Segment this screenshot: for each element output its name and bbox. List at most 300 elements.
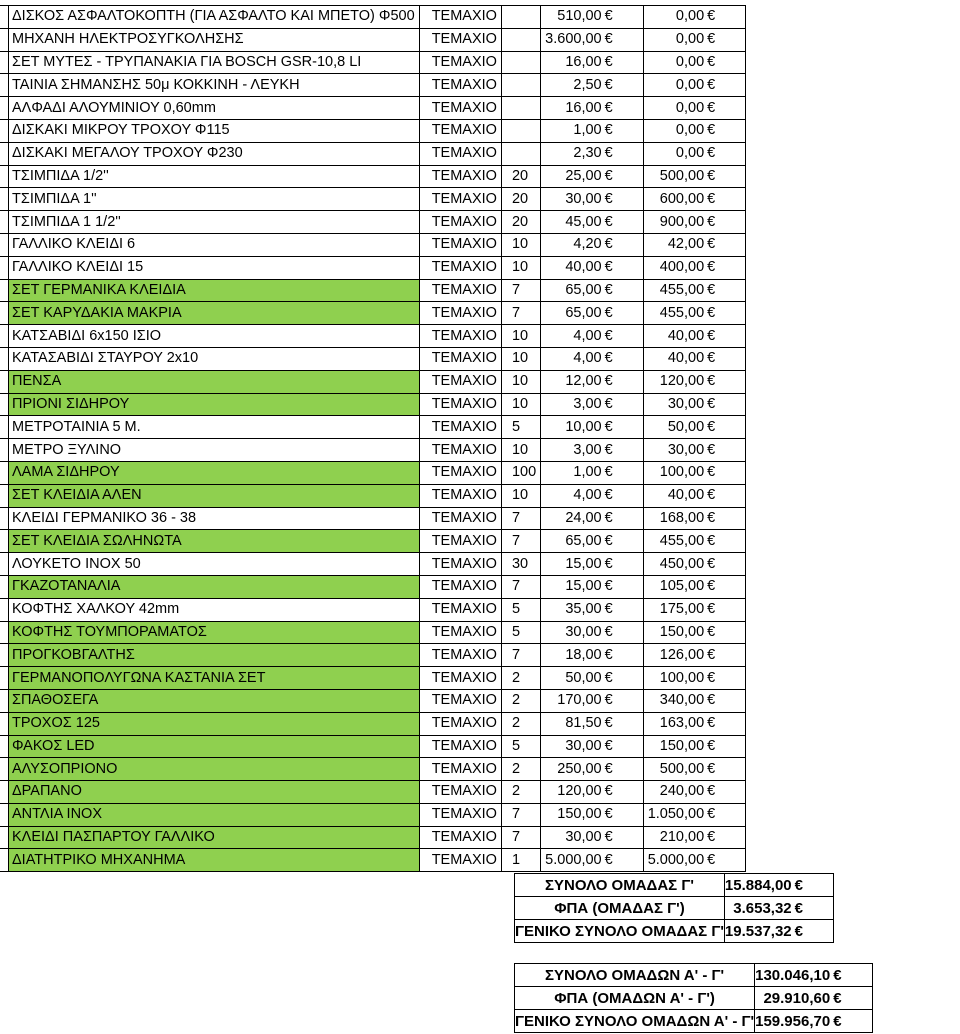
line-total-cell[interactable] [643, 188, 746, 211]
item-name-cell[interactable] [9, 803, 420, 826]
quantity-cell[interactable] [501, 416, 540, 439]
quantity-cell[interactable] [501, 575, 540, 598]
item-name-cell[interactable] [9, 667, 420, 690]
line-total-cell[interactable] [643, 142, 746, 165]
item-name-cell[interactable] [9, 781, 420, 804]
line-total-cell[interactable] [643, 302, 746, 325]
quantity-cell[interactable] [501, 347, 540, 370]
unit-cell[interactable] [419, 803, 501, 826]
item-name-cell[interactable] [9, 51, 420, 74]
row-margin-cell[interactable] [0, 484, 9, 507]
quantity-text: 10 [511, 395, 529, 412]
line-total-cell[interactable] [643, 507, 746, 530]
unit-price-cell[interactable] [541, 803, 644, 826]
unit-cell[interactable] [419, 74, 501, 97]
line-total-cell[interactable] [643, 51, 746, 74]
item-name-cell[interactable] [9, 758, 420, 781]
summary-value-cell[interactable] [724, 897, 833, 920]
unit-price-cell[interactable] [541, 826, 644, 849]
row-margin-cell[interactable] [0, 165, 9, 188]
unit-price-cell[interactable] [541, 370, 644, 393]
row-margin-cell[interactable] [0, 530, 9, 553]
item-name-text: ΣΕΤ ΚΛΕΙΔΙΑ ΑΛΕΝ [12, 487, 142, 504]
unit-price-text: 16,00 [565, 53, 602, 70]
item-name-cell[interactable] [9, 849, 420, 872]
unit-cell[interactable] [419, 302, 501, 325]
quantity-text: 7 [511, 829, 521, 846]
quantity-cell[interactable] [501, 621, 540, 644]
row-margin-cell[interactable] [0, 598, 9, 621]
item-name-cell[interactable] [9, 621, 420, 644]
summary-label[interactable]: ΦΠΑ (ΟΜΑΔΩΝ Α' - Γ') [515, 987, 755, 1010]
unit-cell[interactable] [419, 849, 501, 872]
row-margin-cell[interactable] [0, 416, 9, 439]
quantity-cell[interactable] [501, 370, 540, 393]
summary-value-cell[interactable] [755, 987, 872, 1010]
unit-price-cell[interactable] [541, 644, 644, 667]
line-total-cell[interactable] [643, 439, 746, 462]
row-margin-cell[interactable] [0, 735, 9, 758]
line-total-cell[interactable] [643, 621, 746, 644]
unit-cell[interactable] [419, 256, 501, 279]
quantity-cell[interactable] [501, 74, 540, 97]
unit-cell[interactable] [419, 530, 501, 553]
item-name-cell[interactable] [9, 689, 420, 712]
line-total-cell[interactable] [643, 689, 746, 712]
euro-symbol: € [707, 601, 716, 618]
row-margin-cell[interactable] [0, 689, 9, 712]
quantity-cell[interactable] [501, 256, 540, 279]
line-total-cell[interactable] [643, 370, 746, 393]
unit-cell[interactable] [419, 439, 501, 462]
line-total-cell[interactable] [643, 325, 746, 348]
row-margin-cell[interactable] [0, 142, 9, 165]
euro-symbol: € [604, 623, 613, 640]
item-name-cell[interactable] [9, 461, 420, 484]
unit-cell[interactable] [419, 211, 501, 234]
line-total-cell[interactable] [643, 416, 746, 439]
unit-text: ΤΕΜΑΧΙΟ [431, 464, 497, 481]
item-name-cell[interactable] [9, 6, 420, 29]
unit-cell[interactable] [419, 97, 501, 120]
row-margin-cell[interactable] [0, 28, 9, 51]
euro-symbol: € [833, 1012, 842, 1030]
row-margin-cell[interactable] [0, 233, 9, 256]
row-margin-cell[interactable] [0, 393, 9, 416]
quantity-cell[interactable] [501, 393, 540, 416]
line-total-cell[interactable] [643, 781, 746, 804]
unit-cell[interactable] [419, 781, 501, 804]
row-margin-cell[interactable] [0, 188, 9, 211]
item-name-cell[interactable] [9, 347, 420, 370]
euro-symbol: € [707, 464, 716, 481]
unit-price-cell[interactable] [541, 165, 644, 188]
quantity-cell[interactable] [501, 735, 540, 758]
line-total-cell[interactable] [643, 667, 746, 690]
item-name-cell[interactable] [9, 211, 420, 234]
row-margin-cell[interactable] [0, 256, 9, 279]
summary-value-cell[interactable] [755, 964, 872, 987]
quantity-cell[interactable] [501, 142, 540, 165]
item-name-cell[interactable] [9, 553, 420, 576]
line-total-cell[interactable] [643, 211, 746, 234]
item-name-text: ΓΑΛΛΙΚΟ ΚΛΕΙΔΙ 15 [12, 259, 144, 276]
item-name-text: ΚΟΦΤΗΣ ΤΟΥΜΠΟΡΑΜΑΤΟΣ [12, 623, 207, 640]
euro-symbol: € [707, 99, 716, 116]
unit-cell[interactable] [419, 507, 501, 530]
unit-price-cell[interactable] [541, 598, 644, 621]
unit-price-cell[interactable] [541, 553, 644, 576]
item-name-cell[interactable] [9, 598, 420, 621]
unit-price-cell[interactable] [541, 621, 644, 644]
item-name-cell[interactable] [9, 256, 420, 279]
item-name-cell[interactable] [9, 370, 420, 393]
unit-cell[interactable] [419, 735, 501, 758]
line-total-cell[interactable] [643, 758, 746, 781]
quantity-cell[interactable] [501, 119, 540, 142]
overall-summary-table [514, 963, 873, 1033]
line-total-cell[interactable] [643, 279, 746, 302]
line-total-cell[interactable] [643, 6, 746, 29]
unit-price-cell[interactable] [541, 393, 644, 416]
row-margin-cell[interactable] [0, 781, 9, 804]
line-total-cell[interactable] [643, 803, 746, 826]
row-margin-cell[interactable] [0, 325, 9, 348]
item-name-cell[interactable] [9, 233, 420, 256]
item-name-cell[interactable] [9, 393, 420, 416]
quantity-cell[interactable] [501, 507, 540, 530]
row-margin-cell[interactable] [0, 461, 9, 484]
line-total-cell[interactable] [643, 74, 746, 97]
unit-price-cell[interactable] [541, 484, 644, 507]
unit-price-cell[interactable] [541, 6, 644, 29]
item-name-cell[interactable] [9, 416, 420, 439]
line-total-cell[interactable] [643, 484, 746, 507]
unit-cell[interactable] [419, 598, 501, 621]
table-row [0, 826, 746, 849]
row-margin-cell[interactable] [0, 621, 9, 644]
line-total-text: 163,00 [659, 715, 705, 732]
table-row [0, 644, 746, 667]
unit-cell[interactable] [419, 553, 501, 576]
line-total-cell[interactable] [643, 256, 746, 279]
row-margin-cell[interactable] [0, 644, 9, 667]
row-margin-cell[interactable] [0, 849, 9, 872]
row-margin-cell[interactable] [0, 119, 9, 142]
quantity-cell[interactable] [501, 302, 540, 325]
unit-price-text: 250,00 [557, 760, 602, 777]
line-total-cell[interactable] [643, 712, 746, 735]
row-margin-cell[interactable] [0, 51, 9, 74]
unit-cell[interactable] [419, 370, 501, 393]
unit-price-text: 24,00 [565, 509, 602, 526]
euro-symbol: € [707, 851, 716, 868]
item-name-cell[interactable] [9, 279, 420, 302]
unit-cell[interactable] [419, 347, 501, 370]
unit-price-text: 16,00 [565, 99, 602, 116]
row-margin-cell[interactable] [0, 347, 9, 370]
item-name-cell[interactable] [9, 165, 420, 188]
row-margin-cell[interactable] [0, 74, 9, 97]
quantity-cell[interactable] [501, 233, 540, 256]
unit-price-cell[interactable] [541, 51, 644, 74]
euro-symbol: € [707, 715, 716, 732]
unit-cell[interactable] [419, 712, 501, 735]
item-name-cell[interactable] [9, 644, 420, 667]
unit-price-cell[interactable] [541, 256, 644, 279]
quantity-cell[interactable] [501, 781, 540, 804]
table-row [0, 325, 746, 348]
unit-price-cell[interactable] [541, 97, 644, 120]
quantity-cell[interactable] [501, 598, 540, 621]
line-total-text: 0,00 [675, 31, 705, 48]
unit-text: ΤΕΜΑΧΙΟ [431, 760, 497, 777]
line-total-cell[interactable] [643, 826, 746, 849]
line-total-cell[interactable] [643, 598, 746, 621]
quantity-cell[interactable] [501, 188, 540, 211]
row-margin-cell[interactable] [0, 6, 9, 29]
unit-cell[interactable] [419, 689, 501, 712]
unit-price-cell[interactable] [541, 530, 644, 553]
row-margin-cell[interactable] [0, 507, 9, 530]
quantity-cell[interactable] [501, 165, 540, 188]
unit-cell[interactable] [419, 758, 501, 781]
item-name-cell[interactable] [9, 302, 420, 325]
unit-text: ΤΕΜΑΧΙΟ [431, 851, 497, 868]
euro-symbol: € [707, 578, 716, 595]
quantity-cell[interactable] [501, 325, 540, 348]
item-name-cell[interactable] [9, 28, 420, 51]
row-margin-cell[interactable] [0, 575, 9, 598]
line-total-cell[interactable] [643, 97, 746, 120]
table-row [0, 735, 746, 758]
quantity-cell[interactable] [501, 484, 540, 507]
item-name-cell[interactable] [9, 826, 420, 849]
unit-cell[interactable] [419, 621, 501, 644]
line-total-text: 175,00 [659, 601, 705, 618]
line-total-cell[interactable] [643, 119, 746, 142]
quantity-cell[interactable] [501, 553, 540, 576]
unit-cell[interactable] [419, 484, 501, 507]
quantity-cell[interactable] [501, 849, 540, 872]
row-margin-cell[interactable] [0, 758, 9, 781]
unit-cell[interactable] [419, 461, 501, 484]
table-row [0, 211, 746, 234]
unit-price-text: 15,00 [565, 555, 602, 572]
line-total-cell[interactable] [643, 165, 746, 188]
item-name-cell[interactable] [9, 74, 420, 97]
euro-symbol: € [707, 350, 716, 367]
table-row [0, 575, 746, 598]
summary-label[interactable]: ΣΥΝΟΛΟ ΟΜΑΔΩΝ Α' - Γ' [515, 964, 755, 987]
row-margin-cell[interactable] [0, 803, 9, 826]
quantity-cell[interactable] [501, 644, 540, 667]
unit-price-cell[interactable] [541, 119, 644, 142]
quantity-cell[interactable] [501, 51, 540, 74]
item-name-cell[interactable] [9, 119, 420, 142]
item-name-cell[interactable] [9, 530, 420, 553]
unit-cell[interactable] [419, 644, 501, 667]
quantity-cell[interactable] [501, 758, 540, 781]
euro-symbol: € [707, 760, 716, 777]
unit-cell[interactable] [419, 119, 501, 142]
line-total-cell[interactable] [643, 393, 746, 416]
unit-price-cell[interactable] [541, 188, 644, 211]
euro-symbol: € [604, 236, 613, 253]
unit-price-cell[interactable] [541, 279, 644, 302]
quantity-cell[interactable] [501, 689, 540, 712]
quantity-cell[interactable] [501, 97, 540, 120]
unit-price-cell[interactable] [541, 211, 644, 234]
table-row [0, 302, 746, 325]
table-row [0, 233, 746, 256]
group-summary-table [514, 873, 834, 943]
item-name-cell[interactable] [9, 188, 420, 211]
euro-symbol: € [794, 899, 803, 917]
line-total-cell[interactable] [643, 553, 746, 576]
unit-price-cell[interactable] [541, 712, 644, 735]
unit-price-cell[interactable] [541, 849, 644, 872]
quantity-cell[interactable] [501, 6, 540, 29]
row-margin-cell[interactable] [0, 712, 9, 735]
unit-cell[interactable] [419, 6, 501, 29]
unit-text: ΤΕΜΑΧΙΟ [431, 281, 497, 298]
item-name-cell[interactable] [9, 325, 420, 348]
summary-value-cell[interactable] [724, 920, 833, 943]
line-total-cell[interactable] [643, 347, 746, 370]
line-total-text: 0,00 [675, 99, 705, 116]
unit-cell[interactable] [419, 165, 501, 188]
item-name-cell[interactable] [9, 507, 420, 530]
unit-price-cell[interactable] [541, 302, 644, 325]
unit-text: ΤΕΜΑΧΙΟ [431, 578, 497, 595]
summary-label[interactable]: ΓΕΝΙΚΟ ΣΥΝΟΛΟ ΟΜΑΔΑΣ Γ' [515, 920, 725, 943]
unit-price-cell[interactable] [541, 507, 644, 530]
unit-cell[interactable] [419, 28, 501, 51]
unit-text: ΤΕΜΑΧΙΟ [431, 99, 497, 116]
summary-value-cell[interactable] [724, 874, 833, 897]
row-margin-cell[interactable] [0, 439, 9, 462]
quantity-cell[interactable] [501, 803, 540, 826]
unit-price-text: 150,00 [557, 806, 602, 823]
unit-cell[interactable] [419, 416, 501, 439]
unit-text: ΤΕΜΑΧΙΟ [431, 236, 497, 253]
quantity-cell[interactable] [501, 211, 540, 234]
item-name-text: ΓΑΛΛΙΚΟ ΚΛΕΙΔΙ 6 [12, 236, 136, 253]
row-margin-cell[interactable] [0, 97, 9, 120]
unit-price-cell[interactable] [541, 575, 644, 598]
summary-label[interactable]: ΦΠΑ (ΟΜΑΔΑΣ Γ') [515, 897, 725, 920]
row-margin-cell[interactable] [0, 667, 9, 690]
item-name-text: ΣΕΤ ΓΕΡΜΑΝΙΚΑ ΚΛΕΙΔΙΑ [12, 281, 186, 298]
euro-symbol: € [604, 646, 613, 663]
unit-text: ΤΕΜΑΧΙΟ [431, 715, 497, 732]
unit-price-cell[interactable] [541, 461, 644, 484]
line-total-cell[interactable] [643, 461, 746, 484]
quantity-cell[interactable] [501, 461, 540, 484]
row-margin-cell[interactable] [0, 553, 9, 576]
row-margin-cell[interactable] [0, 302, 9, 325]
line-total-cell[interactable] [643, 530, 746, 553]
line-total-text: 40,00 [667, 350, 705, 367]
euro-symbol: € [707, 190, 716, 207]
table-row [0, 530, 746, 553]
item-name-cell[interactable] [9, 142, 420, 165]
unit-price-cell[interactable] [541, 416, 644, 439]
unit-price-cell[interactable] [541, 233, 644, 256]
unit-price-cell[interactable] [541, 142, 644, 165]
unit-cell[interactable] [419, 188, 501, 211]
line-total-cell[interactable] [643, 849, 746, 872]
euro-symbol: € [604, 373, 613, 390]
unit-price-cell[interactable] [541, 758, 644, 781]
unit-cell[interactable] [419, 826, 501, 849]
line-total-cell[interactable] [643, 575, 746, 598]
line-total-text: 340,00 [659, 692, 705, 709]
quantity-cell[interactable] [501, 28, 540, 51]
row-margin-cell[interactable] [0, 826, 9, 849]
row-margin-cell[interactable] [0, 211, 9, 234]
unit-cell[interactable] [419, 325, 501, 348]
quantity-cell[interactable] [501, 667, 540, 690]
unit-cell[interactable] [419, 51, 501, 74]
unit-cell[interactable] [419, 233, 501, 256]
quantity-cell[interactable] [501, 712, 540, 735]
item-name-cell[interactable] [9, 439, 420, 462]
unit-price-cell[interactable] [541, 781, 644, 804]
unit-price-text: 65,00 [565, 281, 602, 298]
item-name-cell[interactable] [9, 712, 420, 735]
item-name-cell[interactable] [9, 575, 420, 598]
item-name-cell[interactable] [9, 735, 420, 758]
unit-price-cell[interactable] [541, 325, 644, 348]
quantity-cell[interactable] [501, 826, 540, 849]
line-total-cell[interactable] [643, 735, 746, 758]
summary-row [515, 897, 834, 920]
quantity-cell[interactable] [501, 279, 540, 302]
quantity-cell[interactable] [501, 530, 540, 553]
unit-price-cell[interactable] [541, 74, 644, 97]
unit-price-cell[interactable] [541, 28, 644, 51]
line-total-cell[interactable] [643, 644, 746, 667]
summary-label[interactable]: ΣΥΝΟΛΟ ΟΜΑΔΑΣ Γ' [515, 874, 725, 897]
unit-price-cell[interactable] [541, 439, 644, 462]
row-margin-cell[interactable] [0, 370, 9, 393]
line-total-cell[interactable] [643, 28, 746, 51]
line-total-text: 455,00 [659, 281, 705, 298]
unit-price-cell[interactable] [541, 667, 644, 690]
quantity-cell[interactable] [501, 439, 540, 462]
unit-price-cell[interactable] [541, 735, 644, 758]
unit-cell[interactable] [419, 667, 501, 690]
unit-price-cell[interactable] [541, 347, 644, 370]
unit-cell[interactable] [419, 279, 501, 302]
table-row [0, 689, 746, 712]
summary-label[interactable]: ΓΕΝΙΚΟ ΣΥΝΟΛΟ ΟΜΑΔΩΝ Α' - Γ' [515, 1010, 755, 1033]
row-margin-cell[interactable] [0, 279, 9, 302]
summary-row [515, 964, 873, 987]
unit-cell[interactable] [419, 575, 501, 598]
unit-cell[interactable] [419, 142, 501, 165]
item-name-cell[interactable] [9, 97, 420, 120]
item-name-text: ΚΛΕΙΔΙ ΓΕΡΜΑΝΙΚΟ 36 - 38 [12, 509, 197, 526]
unit-cell[interactable] [419, 393, 501, 416]
line-total-text: 0,00 [675, 145, 705, 162]
unit-price-cell[interactable] [541, 689, 644, 712]
item-name-cell[interactable] [9, 484, 420, 507]
summary-value-cell[interactable] [755, 1010, 872, 1033]
line-total-cell[interactable] [643, 233, 746, 256]
